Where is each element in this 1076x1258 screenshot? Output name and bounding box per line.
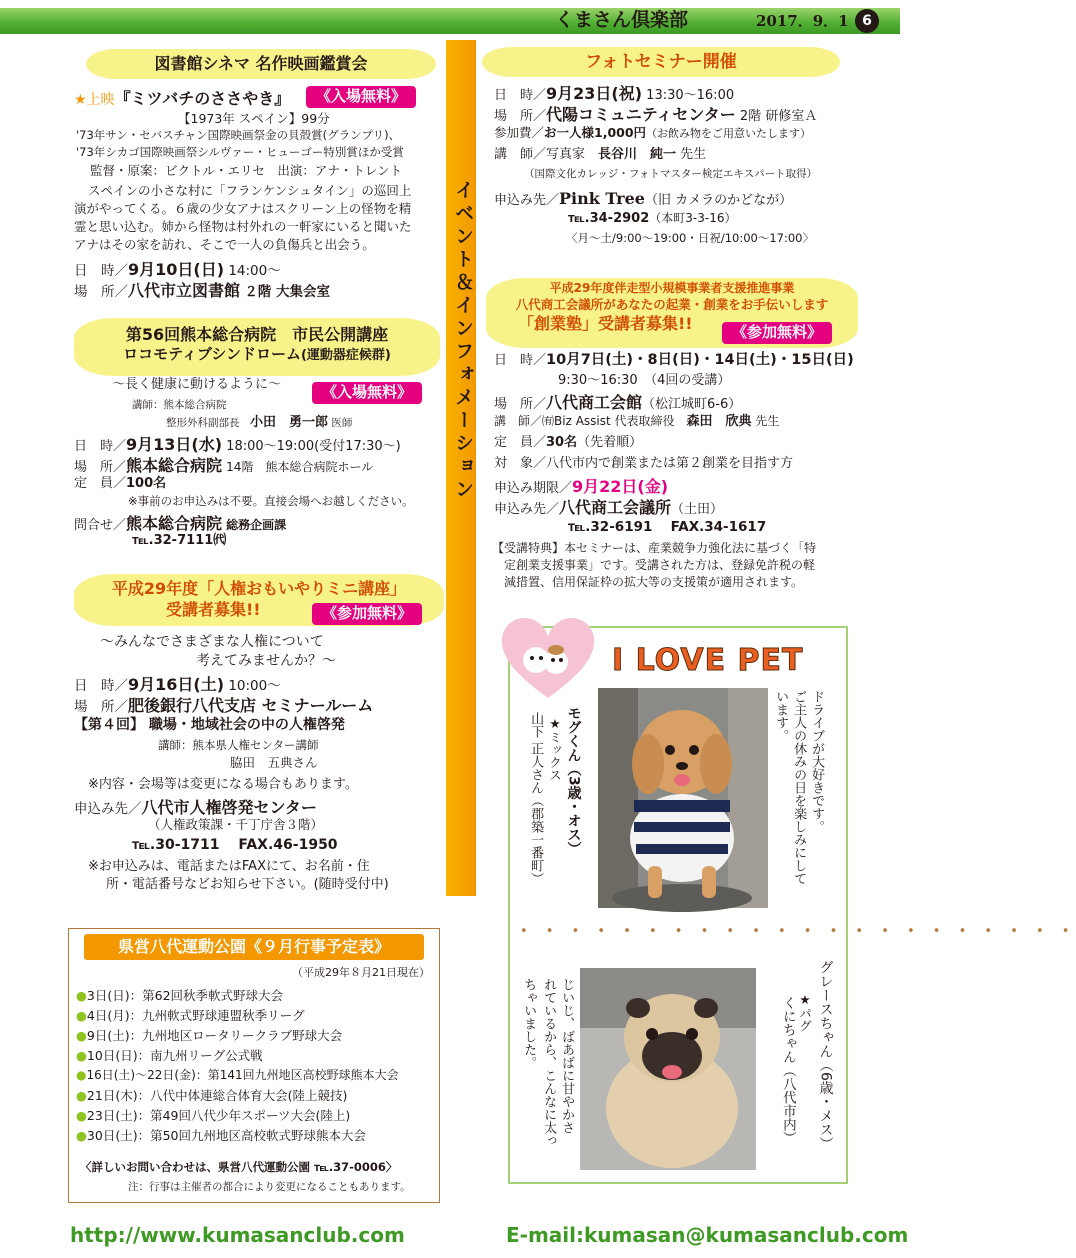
dog2-photo (580, 968, 756, 1170)
stadium-item: ●23日(土)：第49回八代少年スポーツ大会(陸上) (76, 1108, 351, 1123)
cinema-date: 日 時／9月10日(日) 14:00〜 (74, 260, 281, 279)
photo-tel: ℡.34-2902（本町3-3-16） (568, 211, 737, 226)
stadium-item: ●16日(土)〜22日(金)：第141回九州地区高校野球熊本大会 (76, 1068, 399, 1082)
lecture-lecturer-org: 講師：熊本総合病院 (132, 399, 227, 411)
sogyo-title: 「創業塾」受講者募集!! (518, 314, 693, 334)
footer-email-link[interactable]: E-mail:kumasan@kumasanclub.com (506, 1223, 909, 1247)
stadium-asof: （平成29年８月21日現在） (292, 966, 430, 979)
jinken-recruit: 受講者募集!! (166, 600, 261, 620)
lecture-pill (74, 318, 440, 376)
photo-lecturer: 講 師／写真家 長谷川 純一 先生 (494, 147, 707, 162)
cinema-desc-4: アナはその家を訪れ、そこで一人の負傷兵と出会う。 (74, 237, 375, 252)
stadium-item: ●9日(土)：九州地区ロータリークラブ野球大会 (76, 1028, 343, 1043)
stadium-contact: 〈詳しいお問い合わせは、県営八代運動公園 ℡.37-0006〉 (80, 1160, 398, 1174)
sogyo-benefit-3: 減措置、信用保証枠の拡大等の支援策が適用されます。 (504, 575, 804, 589)
photo-date: 日 時／9月23日(祝) 13:30〜16:00 (494, 84, 735, 103)
jinken-free-tag: 《参加無料》 (312, 603, 422, 625)
dog2-name: グレースちゃん（6歳・メス） (817, 960, 834, 1151)
jinken-note-1: ※内容・会場等は変更になる場合もあります。 (88, 777, 358, 792)
cinema-credits: 監督・原案：ビクトル・エリセ 出演：アナ・トレント (90, 163, 403, 178)
stadium-item: ●3日(日)：第62回秋季軟式野球大会 (76, 988, 284, 1003)
photo-place: 場 所／代陽コミュニティセンター 2階 研修室Ａ (494, 105, 818, 124)
dog1-comment-2: ご主人の休みの日を楽しみにして (791, 690, 807, 885)
film-title: 『ミツバチのささやき』 (114, 89, 291, 108)
sogyo-benefit-1: 【受講特典】本セミナーは、産業競争力強化法に基づく「特 (492, 541, 817, 555)
cinema-award-2: '73年シカゴ国際映画祭シルヴァー・ヒューゴー特別賞ほか受賞 (76, 145, 404, 159)
dog1-name: モグくん（3歳・オス） (565, 706, 582, 856)
jinken-apply-dept: （人権政策課・千丁庁舎３階） (148, 817, 324, 832)
lecture-topic: ロコモティブシンドローム(運動器症候群) (123, 345, 391, 364)
dog2-comment-3: ちゃいました。 (521, 978, 537, 1069)
dog1-comment-1: ドライブが大好きです。 (809, 690, 825, 833)
sogyo-date: 日 時／10月7日(土)・8日(日)・14日(土)・15日(日) (494, 352, 854, 368)
issue-date: 2017．9．1 (756, 12, 849, 30)
cinema-heading: 図書館シネマ 名作映画鑑賞会 (154, 54, 368, 73)
lecture-free-tag: 《入場無料》 (312, 382, 422, 404)
lecture-tel: ℡.32-7111㈹ (132, 533, 227, 548)
photo-heading: フォトセミナー開催 (585, 52, 737, 72)
sogyo-benefit-2: 定創業支援事業」です。受講された方は、登録免許税の軽 (504, 558, 816, 572)
sogyo-place: 場 所／八代商工会館（松江城町6-6） (494, 393, 742, 412)
sogyo-top-2: 八代商工会議所があなたの起業・創業をお手伝いします (515, 296, 829, 312)
star-icon: ★上映 (74, 92, 115, 108)
jinken-tel-fax: ℡.30-1711 FAX.46-1950 (132, 837, 338, 853)
dog1-photo (598, 688, 768, 908)
jinken-note-3: 所・電話番号などお知らせ下さい。(随時受付中) (106, 877, 389, 892)
heart-icon (498, 612, 598, 702)
stadium-item: ●10日(日)：南九州リーグ公式戦 (76, 1048, 263, 1063)
jinken-date: 日 時／9月16日(土) 10:00〜 (74, 675, 281, 694)
jinken-session: 【第４回】 職場・地域社会の中の人権啓発 (74, 717, 345, 733)
photo-fee: 参加費／お一人様1,000円（お飲み物をご用意いたします） (494, 125, 812, 140)
paw-print-icon: • • • • • • • • • • • • • • • • • • • • • • (520, 924, 1076, 939)
cinema-award-1: '73年サン・セバスチャン国際映画祭金の貝殻賞(グランプリ)、 (76, 128, 401, 142)
cinema-place: 場 所／八代市立図書館 ２階 大集会室 (74, 281, 331, 300)
section-vertical-label: イベント＆インフォメーション (452, 180, 475, 502)
cinema-free-tag: 《入場無料》 (306, 86, 416, 108)
dog2-comment-2: れているから、こんなに太っ (541, 978, 557, 1147)
lecture-note: ※事前のお申込みは不要。直接会場へお越しください。 (128, 494, 414, 508)
sogyo-time: 9:30〜16:30 （4回の受講） (558, 373, 731, 388)
dog1-breed: ★ミックス (547, 716, 563, 781)
magazine-title: くまさん倶楽部 (555, 9, 689, 31)
stadium-header: 県営八代運動公園《９月行事予定表》 (84, 934, 424, 960)
jinken-apply: 申込み先／八代市人権啓発センター (74, 798, 317, 817)
jinken-sub-1: 〜みんなでさまざまな人権について (100, 634, 324, 650)
footer-url-link[interactable]: http://www.kumasanclub.com (70, 1223, 405, 1247)
lecture-heading: 第56回熊本総合病院 市民公開講座 (125, 325, 389, 344)
cinema-desc-1: スペインの小さな村に「フランケンシュタイン」の巡回上 (88, 183, 412, 198)
jinken-heading: 平成29年度「人権おもいやりミニ講座」 (111, 579, 407, 598)
lecture-capacity: 定 員／100名 (74, 476, 167, 491)
sogyo-free-tag: 《参加無料》 (722, 322, 832, 344)
lecture-subtitle: 〜長く健康に動けるように〜 (112, 377, 282, 392)
cinema-year: 【1973年 スペイン】99分 (178, 111, 330, 126)
lecture-contact: 問合せ／熊本総合病院 総務企画課 (74, 514, 287, 533)
lecture-date: 日 時／9月13日(水) 18:00〜19:00(受付17:30〜) (74, 435, 401, 454)
jinken-place: 場 所／肥後銀行八代支店 セミナールーム (74, 696, 374, 715)
section-divider (446, 40, 476, 896)
jinken-lecturer-2: 脇田 五典さん (230, 755, 318, 770)
sogyo-deadline: 申込み期限／9月22日(金) (494, 477, 669, 496)
dog2-comment-1: じいじ、ばあばに甘やかさ (559, 978, 575, 1134)
sogyo-top-1: 平成29年度伴走型小規模事業者支援推進事業 (549, 281, 795, 295)
dog1-comment-3: います。 (773, 690, 789, 742)
stadium-item: ●4日(月)：九州軟式野球連盟秋季リーグ (76, 1008, 305, 1023)
photo-pill (482, 47, 840, 77)
jinken-note-2: ※お申込みは、電話またはFAXにて、お名前・住 (88, 859, 370, 874)
stadium-item: ●30日(土)：第50回九州地区高校軟式野球熊本大会 (76, 1128, 366, 1143)
pet-title: I LOVE PET (612, 643, 804, 678)
photo-apply: 申込み先／Pink Tree（旧 カメラのかどなが） (494, 189, 793, 208)
cinema-pill (86, 49, 436, 79)
cinema-desc-2: 演がやってくる。６歳の少女アナはスクリーン上の怪物を精 (74, 201, 412, 216)
lecture-lecturer: 整形外科副部長 小田 勇一郎 医師 (166, 415, 353, 430)
dog1-owner: 山下 正人さん（郡築一番町） (528, 712, 544, 886)
lecture-place: 場 所／熊本総合病院 14階 熊本総合病院ホール (74, 456, 374, 475)
stadium-note: 注：行事は主催者の都合により変更になることもあります。 (128, 1181, 411, 1193)
stadium-item: ●21日(木)：八代中体連総合体育大会(陸上競技) (76, 1088, 348, 1103)
cinema-desc-3: 霊と思い込む。姉から怪物は村外れの一軒家にいると聞いた (74, 219, 412, 234)
jinken-lecturer-1: 講師：熊本県人権センター講師 (158, 738, 319, 752)
sogyo-target: 対 象／八代市内で創業または第２創業を目指す方 (494, 456, 794, 471)
jinken-sub-2: 考えてみませんか？〜 (196, 653, 336, 669)
dog2-owner: くにちゃん（八代市内） (779, 996, 796, 1145)
page-number: 6 (855, 9, 879, 33)
sogyo-tel-fax: ℡.32-6191 FAX.34-1617 (568, 519, 767, 535)
sogyo-apply: 申込み先／八代商工会議所（土田） (494, 498, 724, 517)
dog2-breed: ★パグ (797, 992, 813, 1032)
photo-lecturer-note: （国際文化カレッジ・フォトマスター検定エキスパート取得） (524, 168, 818, 180)
sogyo-lecturer: 講 師／㈲Biz Assist 代表取締役 森田 欣典 先生 (494, 414, 780, 429)
photo-hours: 〈月〜土/9:00〜19:00・日祝/10:00〜17:00〉 (566, 231, 814, 245)
header-bar (0, 8, 900, 34)
cinema-film-line (74, 88, 290, 109)
sogyo-capacity: 定 員／30名（先着順） (494, 435, 643, 450)
